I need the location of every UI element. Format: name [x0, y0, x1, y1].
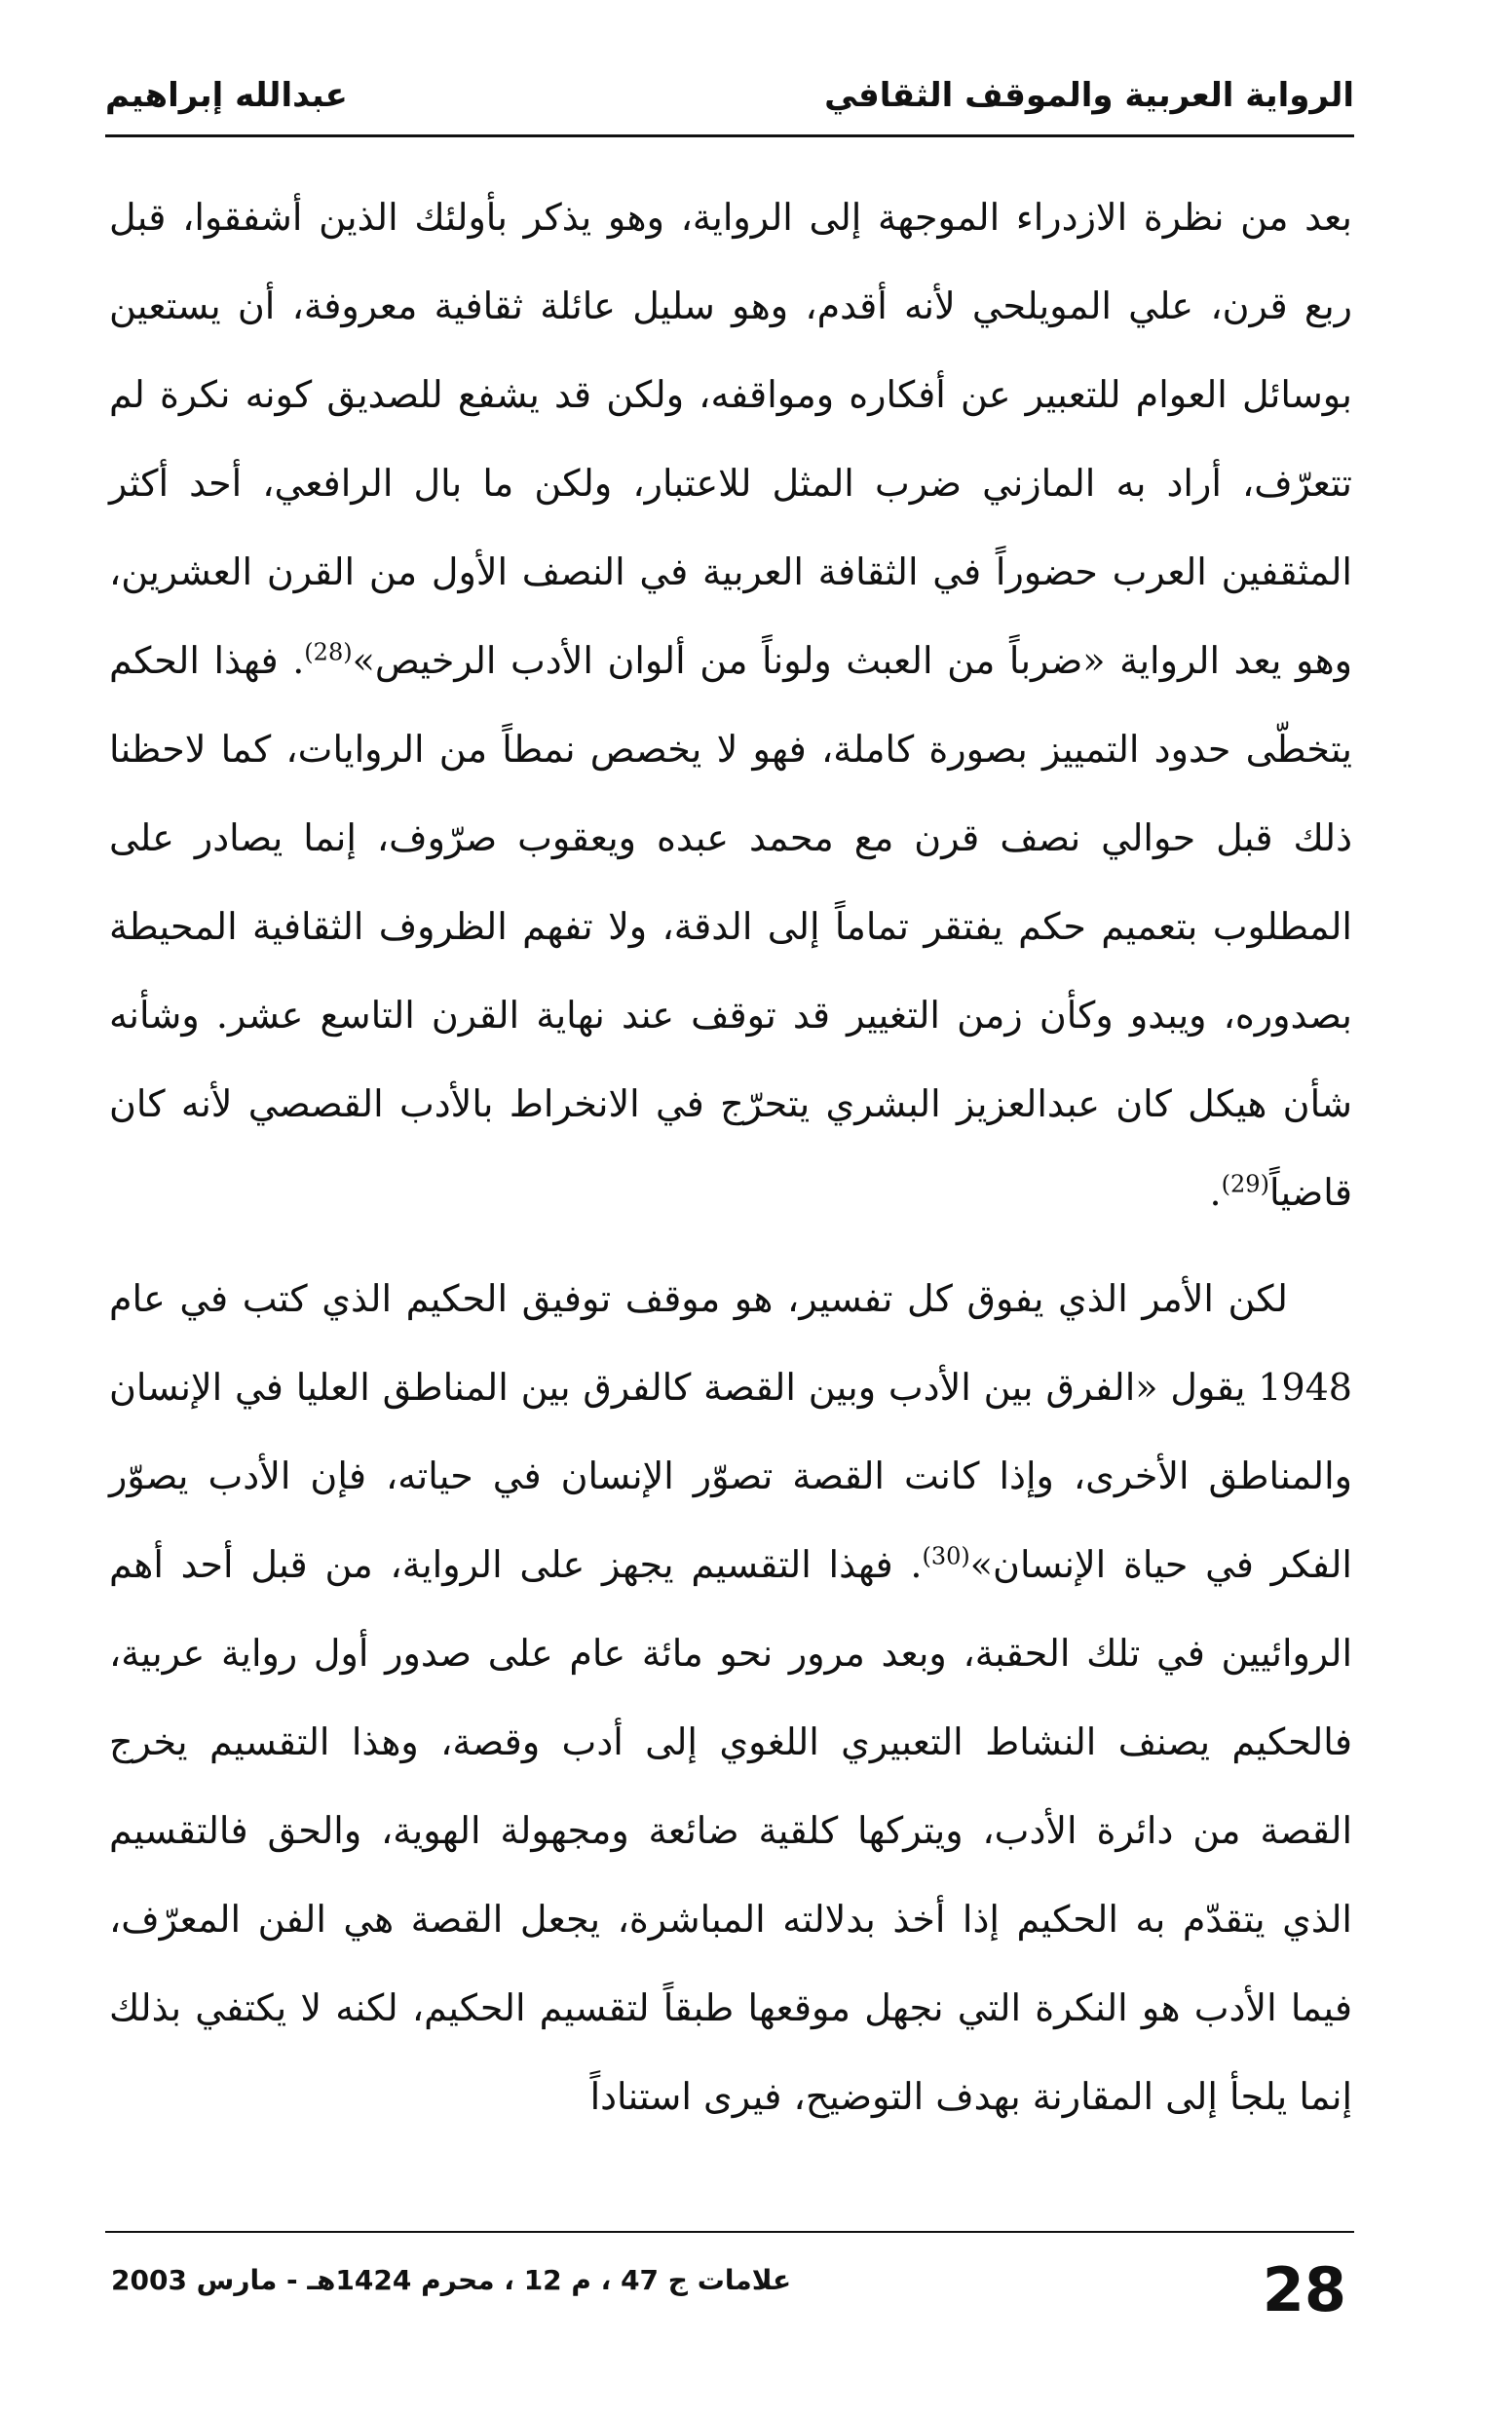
paragraph-1	[109, 173, 1352, 1237]
footer-rule	[105, 2231, 1354, 2233]
paragraph-2	[109, 1255, 1352, 2141]
text-segment: لكن الأمر الذي يفوق كل تفسير، هو موقف توفيق الحكيم الذي كتب في عام 1948 يقول «الفرق بين الأدب وبين القصة كالفرق بين المناطق العليا في الإنسان والمناطق الأخرى، وإذا كانت القصة تصوّر الإنسان في حياته، فإن الأدب يصوّر الفكر في حياة الإنسان»	[109, 1277, 1352, 1586]
text-segment: . فهذا الحكم يتخطّى حدود التمييز بصورة كاملة، فهو لا يخصص نمطاً من الروايات، كما لاحظنا ذلك قبل حوالي نصف قرن مع محمد عبده ويعقوب صرّوف، إنما يصادر على المطلوب بتعميم حكم يفتقر تماماً إلى الدقة، ولا تفهم الظروف الثقافية المحيطة بصدوره، ويبدو وكأن زمن التغيير قد توقف عند نهاية القرن التاسع عشر. وشأنه شأن هيكل كان عبدالعزيز البشري يتحرّج في الانخراط بالأدب القصصي لأنه كان قاضياً	[109, 639, 1352, 1214]
page-footer	[105, 2246, 1354, 2334]
journal-info: علامات ج 47 ، م 12 ، محرم 1424هـ - مارس 2003	[111, 2264, 792, 2296]
text-segment: . فهذا التقسيم يجهز على الرواية، من قبل أحد أهم الروائيين في تلك الحقبة، وبعد مرور نحو مائة عام على صدور أول رواية عربية، فالحكيم يصنف النشاط التعبيري اللغوي إلى أدب وقصة، وهذا التقسيم يخرج القصة من دائرة الأدب، ويتركها كلقية ضائعة ومجهولة الهوية، والحق فالتقسيم الذي يتقدّم به الحكيم إذا أخذ بدلالته المباشرة، يجعل القصة هي الفن المعرّف، فيما الأدب هو النكرة التي نجهل موقعها طبقاً لتقسيم الحكيم، لكنه لا يكتفي بذلك إنما يلجأ إلى المقارنة بهدف التوضيح، فيرى استناداً	[109, 1543, 1353, 2118]
book-title: الرواية العربية والموقف الثقافي	[824, 76, 1354, 115]
body-text	[109, 173, 1352, 2141]
text-segment: .	[1209, 1171, 1222, 1214]
footnote-ref-29: (29)	[1221, 1170, 1269, 1198]
author-name: عبدالله إبراهيم	[105, 76, 348, 115]
page-number: 28	[1262, 2254, 1346, 2325]
running-header	[105, 64, 1354, 127]
footnote-ref-28: (28)	[304, 638, 353, 666]
header-rule	[105, 134, 1354, 137]
text-segment: بعد من نظرة الازدراء الموجهة إلى الرواية، وهو يذكر بأولئك الذين أشفقوا، قبل ربع قرن، علي المويلحي لأنه أقدم، وهو سليل عائلة ثقافية معروفة، أن يستعين بوسائل العوام للتعبير عن أفكاره ومواقفه، ولكن قد يشفع للصديق كونه نكرة لم تتعرّف، أراد به المازني ضرب المثل للاعتبار، ولكن ما بال الرافعي، أحد أكثر المثقفين العرب حضوراً في الثقافة العربية في النصف الأول من القرن العشرين، وهو يعد الرواية «ضرباً من العبث ولوناً من ألوان الأدب الرخيص»	[109, 196, 1352, 682]
footnote-ref-30: (30)	[922, 1542, 970, 1570]
